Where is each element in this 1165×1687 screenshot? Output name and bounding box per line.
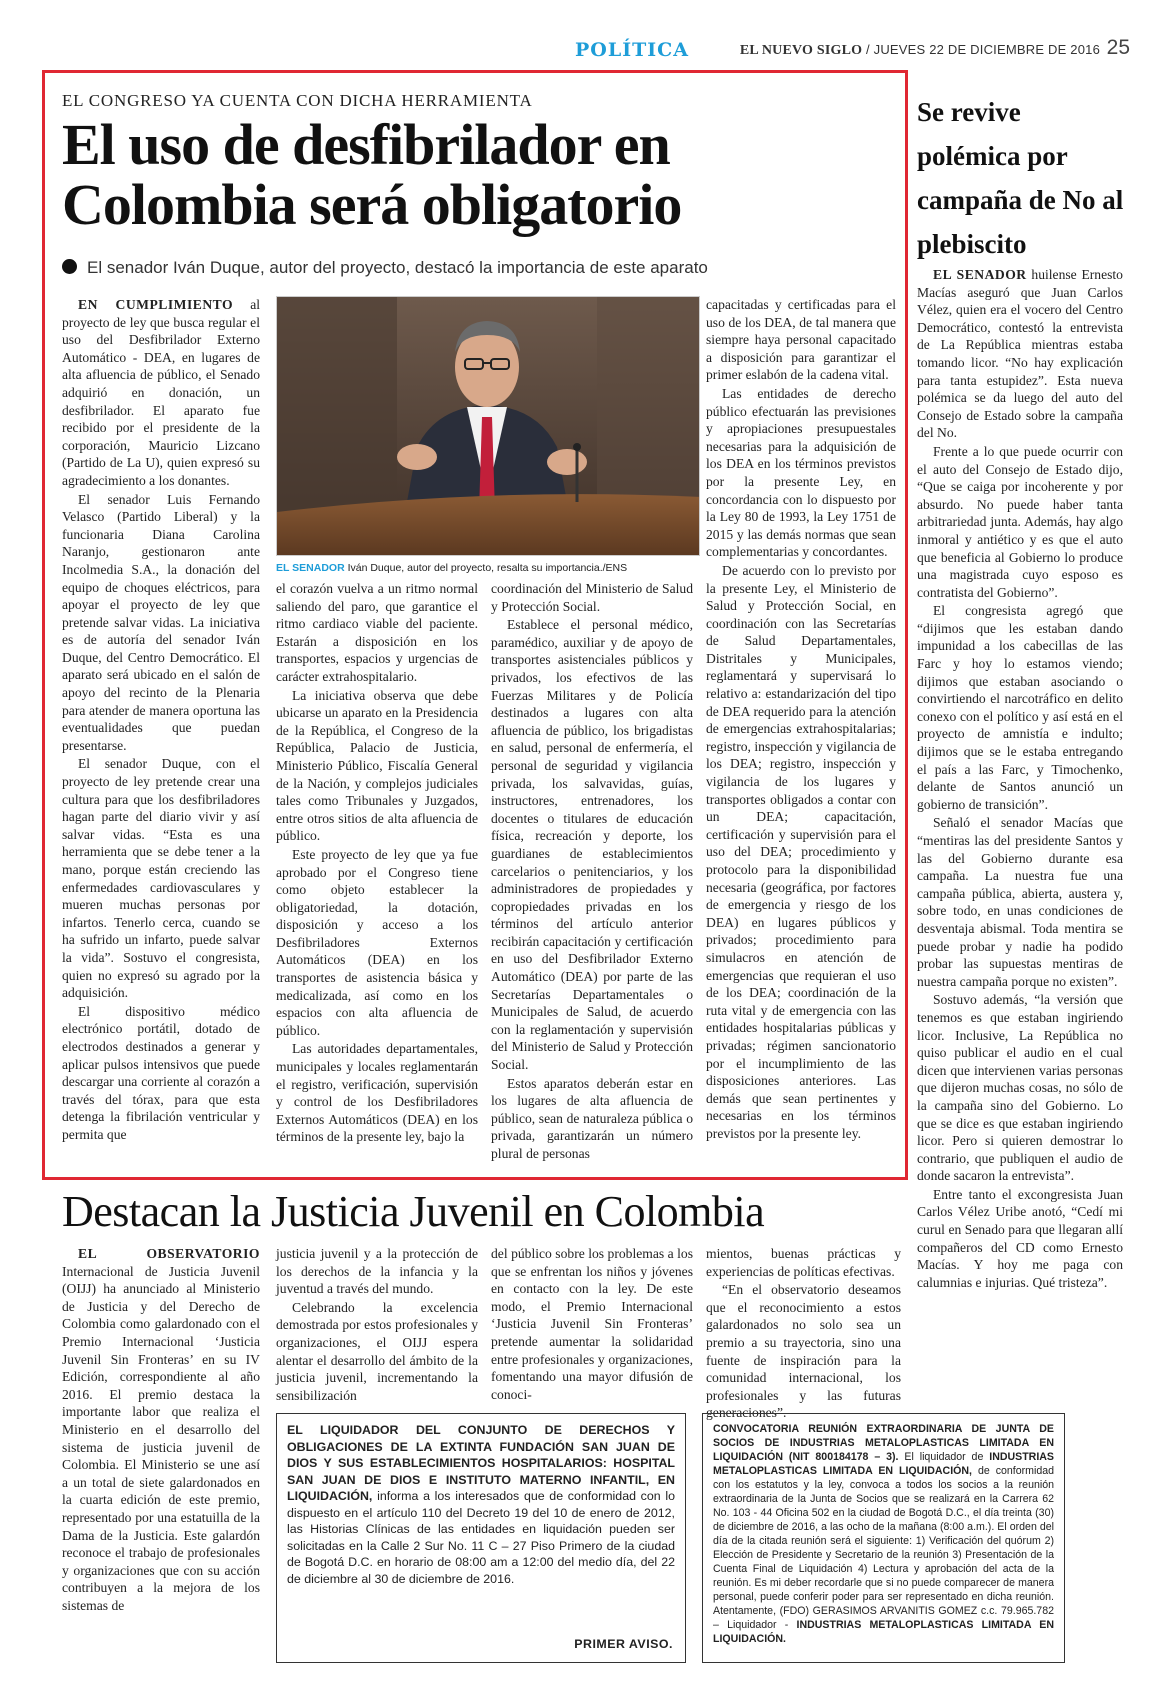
paragraph: Las entidades de derecho público efectuarán las previsiones y apropiaciones presupuestales necesarias para la adquisición de los DEA en los términos previstos por la presente Ley, en concordancia con lo dispuesto por la Ley 80 de 1993, la Ley 1751 de 2015 y las demás normas que sean complementarias y concordantes. [706,385,896,560]
senator-photo-illustration [277,297,700,556]
paragraph: Entre tanto el excongresista Juan Carlos Vélez Uribe anotó, “Cedí mi curul en Senado para que llegaran allí compañeros del CD como Ernesto Macías. Y hoy me paga con calumnias e injurias. Qué tristeza”. [917,1186,1123,1290]
section-title: POLÍTICA [575,39,689,61]
caption-lead: EL SENADOR [276,562,345,574]
side-article-headline: Se revive polémica por campaña de No al plebiscito [917,97,1124,259]
paragraph: El dispositivo médico electrónico portátil, dotado de electrodos destinados a generar y aplicar pulsos intensivos que puede descargar una corriente al corazón a través del tórax, para que esta detenga la fibrilación ventricular y permita que [62,1003,260,1142]
paragraph: El senador Luis Fernando Velasco (Partido Liberal) y la funcionaria Diana Carolina Naranjo, gestionaron ante Incolmedia S.A., la donación del equipo de choques eléctricos, para apoyar el proyecto de ley que pretende salvar vidas. La iniciativa es de autoría del senador Iván Duque, del Centro Democrático. El aparato será ubicado en el salón de apoyo del recinto de la Plenaria para atender de manera oportuna las eventualidades que puedan presentarse. [62,491,260,753]
paper-date [740,42,1100,59]
bullet-icon [62,259,77,274]
page-number: 25 [1106,36,1130,59]
paragraph: Este proyecto de ley que ya fue aprobado por el Congreso tiene como objeto establecer la obligatoriedad, la dotación, disposición y acceso a los Desfibriladores Externos Automáticos (DEA) en los transportes de asistencia básica y medicalizada, así como en los espacios con alta afluencia de público. [276,846,478,1038]
paragraph: El senador Duque, con el proyecto de ley pretende crear una cultura para que los desfibriladores hagan parte del diario vivir y así salvar vidas. “Esta es una herramienta que se debe tener a la mano, porque están creciendo las enfermedades cardiovasculares y mueren muchas personas por infartos. Tenerlo cerca, cuando se ha sufrido un infarto, puede salvar la vida”. Sostuvo el congresista, quien no expresó su agrado por la adquisición. [62,756,260,1001]
paragraph: Las autoridades departamentales, municipales y locales reglamentarán el registro, verificación, supervisión y control de los Desfibriladores Externos Automáticos (DEA) en los términos de la presente ley, bajo la [276,1041,478,1145]
paragraph: “En el observatorio deseamos que el reconocimiento a estos galardonados no solo sea un premio a su trayectoria, sino una fuente de inspiración para la comunidad internacional, los profesionales y las futuras generaciones”. [706,1282,901,1421]
paragraph-text: al proyecto de ley que busca regular el uso del Desfibrilador Externo Automático - DEA, en lugares de alta afluencia de público, el Senado adquirió en donación, un desfibrilador. El aparato fue recibido por el presidente de la corporación, Mauricio Lizcano (Partido de La U), quien expresó su agradecimiento a los donantes. [62,297,260,488]
notice-text-body: de conformidad con los estatutos y la ley, convoca a todos los socios a la reunión extraordinaria de la Junta de Socios que se realizará en la Carrera 62 No. 103 - 44 Oficina 502 en la ciudad de Bogotá D.C., el día treinta (30) de diciembre de 2016, a las ocho de la mañana (8:00 a.m.). El orden del día de la citada reunión será el siguiente: 1) Verificación del quórum 2) Elección de Presidente y Secretario de la reunión 3) Presentación de la Cuenta Final de Liquidación 4) Lectura y aprobación del acta de la reunión. Es mi deber recordarle que si no puede comparecer de manera personal, puede conferir poder para ser representado en dicha reunión. Atentamente, (FDO) GERASIMOS ARVANITIS GOMEZ c.c. 79.965.782 – Liquidador - [713,1465,1054,1631]
justicia-column-3 [491,1245,693,1404]
notice-text: informa a los interesados que de conformidad con lo dispuesto en el artículo 110 del Decreto 19 del 10 de enero de 2012, las Historias Clínicas de las entidades en liquidación pueden ser solicitadas en la Calle 2 Sur No. 11 C – 27 Piso Primero de la ciudad de Bogotá D.C. en horario de 08:00 am a 12:00 del medio día, del 22 de diciembre al 30 de diciembre de 2016. [287,1489,675,1586]
justicia-headline: Destacan la Justicia Juvenil en Colombia [62,1187,765,1236]
paragraph: Celebrando la excelencia demostrada por estos profesionales y organizaciones, el OIJJ espera alentar el desarrollo del ámbito de la justicia juvenil, incrementando la sensibilización [276,1299,478,1403]
notice-company-signature: INDUSTRIAS METALOPLASTICAS LIMITADA EN LIQUIDACIÓN. [713,1619,1054,1645]
paragraph: Señaló el senador Macías que “mentiras las del presidente Santos y las del Gobierno durante esa campaña. La nuestra fue una campaña pública, abierta, austera y, sobre todo, en unas condiciones de desventaja abismal. Toda mentira se puede probar y nadie ha podido probar las supuestas mentiras de nuestra campaña porque no existen”. [917,815,1123,989]
paragraph-text: huilense Ernesto Macías aseguró que Juan Carlos Vélez, quien era el vocero del Centro Democrático, contestó la entrevista de La República mientras estaba tomando licor. “No hay explicación para tanta estupidez”. Esta nueva polémica se da luego del auto del Consejo de Estado sobre la campaña del No. [917,267,1123,441]
paragraph: del público sobre los problemas a los que se enfrentan los niños y jóvenes en contacto con la ley. De este modo, el Premio Internacional ‘Justicia Juvenil Sin Fronteras’ pretende aumentar la solidaridad entre profesionales y organizaciones, fomentando una mayor difusión de conoci- [491,1246,693,1402]
article-column-4 [706,296,896,1144]
notice-title: CONVOCATORIA REUNIÓN EXTRAORDINARIA DE JUNTA DE SOCIOS DE INDUSTRIAS METALOPLASTICAS LIMITADA EN LIQUIDACIÓN (NIT 800184178 – 3). [713,1423,1054,1463]
paragraph: mientos, buenas prácticas y experiencias de políticas efectivas. [706,1246,901,1279]
paragraph: Frente a lo que puede ocurrir con el auto del Consejo de Estado dijo, “Que se caiga por incoherente y por absurdo. No puede haber tanta arbitrariedad junta. Además, hay algo inmoral y antiético y es que el auto que beneficia al Gobierno lo produce una magistrada cuyo esposo es contratista del Gobierno”. [917,443,1123,600]
article-subheadline [62,258,708,278]
paragraph: justicia juvenil y a la protección de los derechos de la infancia y la juventud a través del mundo. [276,1246,478,1297]
article-column-3 [491,580,693,1164]
paragraph [917,266,1123,442]
paper-name: EL NUEVO SIGLO [739,43,863,58]
notice-text: El liquidador de [904,1451,984,1463]
subheadline-text: El senador Iván Duque, autor del proyecto, destacó la importancia de este aparato [87,258,708,277]
justicia-column-4 [706,1245,901,1423]
article-kicker: EL CONGRESO YA CUENTA CON DICHA HERRAMIENTA [62,91,533,110]
notice-bold-text: EL LIQUIDADOR DEL CONJUNTO DE DERECHOS Y OBLIGACIONES DE LA EXTINTA FUNDACIÓN SAN JUAN DE DIOS Y SUS ESTABLECIMIENTOS HOSPITALARIOS: HOSPITAL SAN JUAN DE DIOS E INSTITUTO MATERNO INFANTIL, EN LIQUIDACIÓN, [287,1423,675,1503]
lead-in: EN CUMPLIMIENTO [78,297,234,312]
paragraph: La iniciativa observa que debe ubicarse un aparato en la Presidencia de la República, el Congreso de la República, Palacio de Justicia, Ministerio Público, Fiscalía General de la Nación, y complejos judiciales tales como Tribunales y Juzgados, entre otros sitios de alta afluencia de público. [276,687,478,844]
notice-aviso: PRIMER AVISO. [574,1636,673,1651]
paragraph-text: Internacional de Justicia Juvenil (OIJJ) ha anunciado al Ministerio de Justicia y del Derecho de Colombia como galardonado con el Premio Internacional ‘Justicia Juvenil Sin Fronteras’ en su IV Edición, correspondiente al año 2016. El premio destaca la importante labor que realiza el Ministerio en el desarrollo del sistema de justicia juvenil de Colombia. El Ministerio se une así a un total de siete galardonados en la cuarta edición de este premio, representado por una estatuilla de la Dama de la Justicia. Este galardón reconoce el trabajo de profesionales y organizaciones que con su acción contribuyen a la mejora de los sistemas de [62,1263,260,1613]
paragraph: el corazón vuelva a un ritmo normal saliendo del paro, que garantice el ritmo cardiaco viable del paciente. Estarán a disposición en los transportes, espacios y urgencias de carácter extrahospitalario. [276,581,478,684]
side-article-body [917,266,1123,1292]
paragraph: El congresista agregó que “dijimos que les estaban dando impunidad a los cabecillas de las Farc y hoy lo estamos viendo; dijimos que estaban asociando o convirtiendo el narcotráfico en delito conexo con el político y así está en el proyecto de amnistía e indulto; dijimos que se le estaba entregando el país a las Farc, y Timochenko, delante de Santos anunció un gobierno de transición”. [917,603,1123,812]
lead-in: EL OBSERVATORIO [78,1246,260,1261]
paragraph: De acuerdo con lo previsto por la presente Ley, el Ministerio de Salud y Protección Social, en coordinación con las Secretarías de Salud Departamentales, Distritales y Municipales, reglamentará y supervisará lo relativo a: estandarización del tipo de DEA requerido para la atención de emergencias extrahospitalarias; registro, inspección y vigilancia de los DEA; registro, inspección y vigilancia de los lugares y transportes obligados a contar con un DEA; capacitación, certificación y supervisión para el uso del DEA; procedimiento y protocolo para la disponibilidad necesaria (geográfica, por factores de emergencia y riesgo de los DEA) en lugares públicos y privados; procedimiento para simulacros en atención de emergencias que requieran el uso de los DEA; coordinación de la ruta vital y de emergencia con las entidades hospitalarias públicas y privadas; régimen sancionatorio por el incumplimiento de las disposiciones anteriores. Las demás que sean pertinentes y necesarias en los términos previstos por la presente ley. [706,562,896,1141]
convocatoria-notice [702,1413,1065,1663]
lead-in: EL SENADOR [933,267,1027,282]
liquidador-notice [276,1413,686,1663]
justicia-column-2 [276,1245,478,1405]
justicia-column-1 [62,1245,260,1615]
notice-company: INDUSTRIAS METALOPLASTICAS LIMITADA EN LIQUIDACIÓN, [713,1451,1054,1477]
paragraph [62,296,260,490]
paragraph: Establece el personal médico, paramédico, auxiliar y de apoyo de transportes asistenciales públicos y privados, los efectivos de las Fuerzas Militares y de Policía destinados a lugares con alta afluencia de público, los brigadistas en salud, personal de enfermería, el personal de seguridad y vigilancia privada, los salvavidas, guías, instructores, entrenadores, los docentes o titulares de educación física, recreación y deporte, los guardianes de establecimientos carcelarios o penitenciarios, y los administradores de propiedades y copropiedades privadas en los términos del artículo anterior recibirán capacitación y certificación en uso del Desfibrilador Externo Automático (DEA) por parte de las Secretarías Departamentales o Municipales de Salud, de acuerdo con la reglamentación y supervisión del Ministerio de Salud y Protección Social. [491,617,693,1073]
paragraph [62,1245,260,1614]
article-column-1 [62,296,260,1145]
paragraph: Sostuvo además, “la versión que tenemos es que estaban ingiriendo licor. Inclusive, La República no quiso publicar el audio en el cual dicen que intervienen varias personas que dijeron muchas cosas, no sólo de la campaña sino del Gobierno. Lo que se dice es que estaban ingiriendo licor. Pero si quieren demostrar lo contrario, que publiquen el audio de donde sacaron la entrevista”. [917,992,1123,1184]
paragraph: coordinación del Ministerio de Salud y Protección Social. [491,581,693,614]
paragraph: Estos aparatos deberán estar en los lugares de alta afluencia de público, sean de naturaleza pública o privada, garantizarán un número plural de personas [491,1075,693,1161]
article-column-2 [276,580,478,1147]
photo-caption [276,562,627,574]
page-header [40,36,1130,68]
article-photo [276,296,700,556]
caption-text: Iván Duque, autor del proyecto, resalta su importancia./ENS [347,562,628,574]
issue-date: / JUEVES 22 DE DICIEMBRE DE 2016 [866,42,1100,57]
paragraph: capacitadas y certificadas para el uso de los DEA, de tal manera que siempre haya personal capacitado a disposición para garantizar el primer eslabón de la cadena vital. [706,297,896,383]
article-headline: El uso de desfibrilador en Colombia será obligatorio [62,112,682,237]
